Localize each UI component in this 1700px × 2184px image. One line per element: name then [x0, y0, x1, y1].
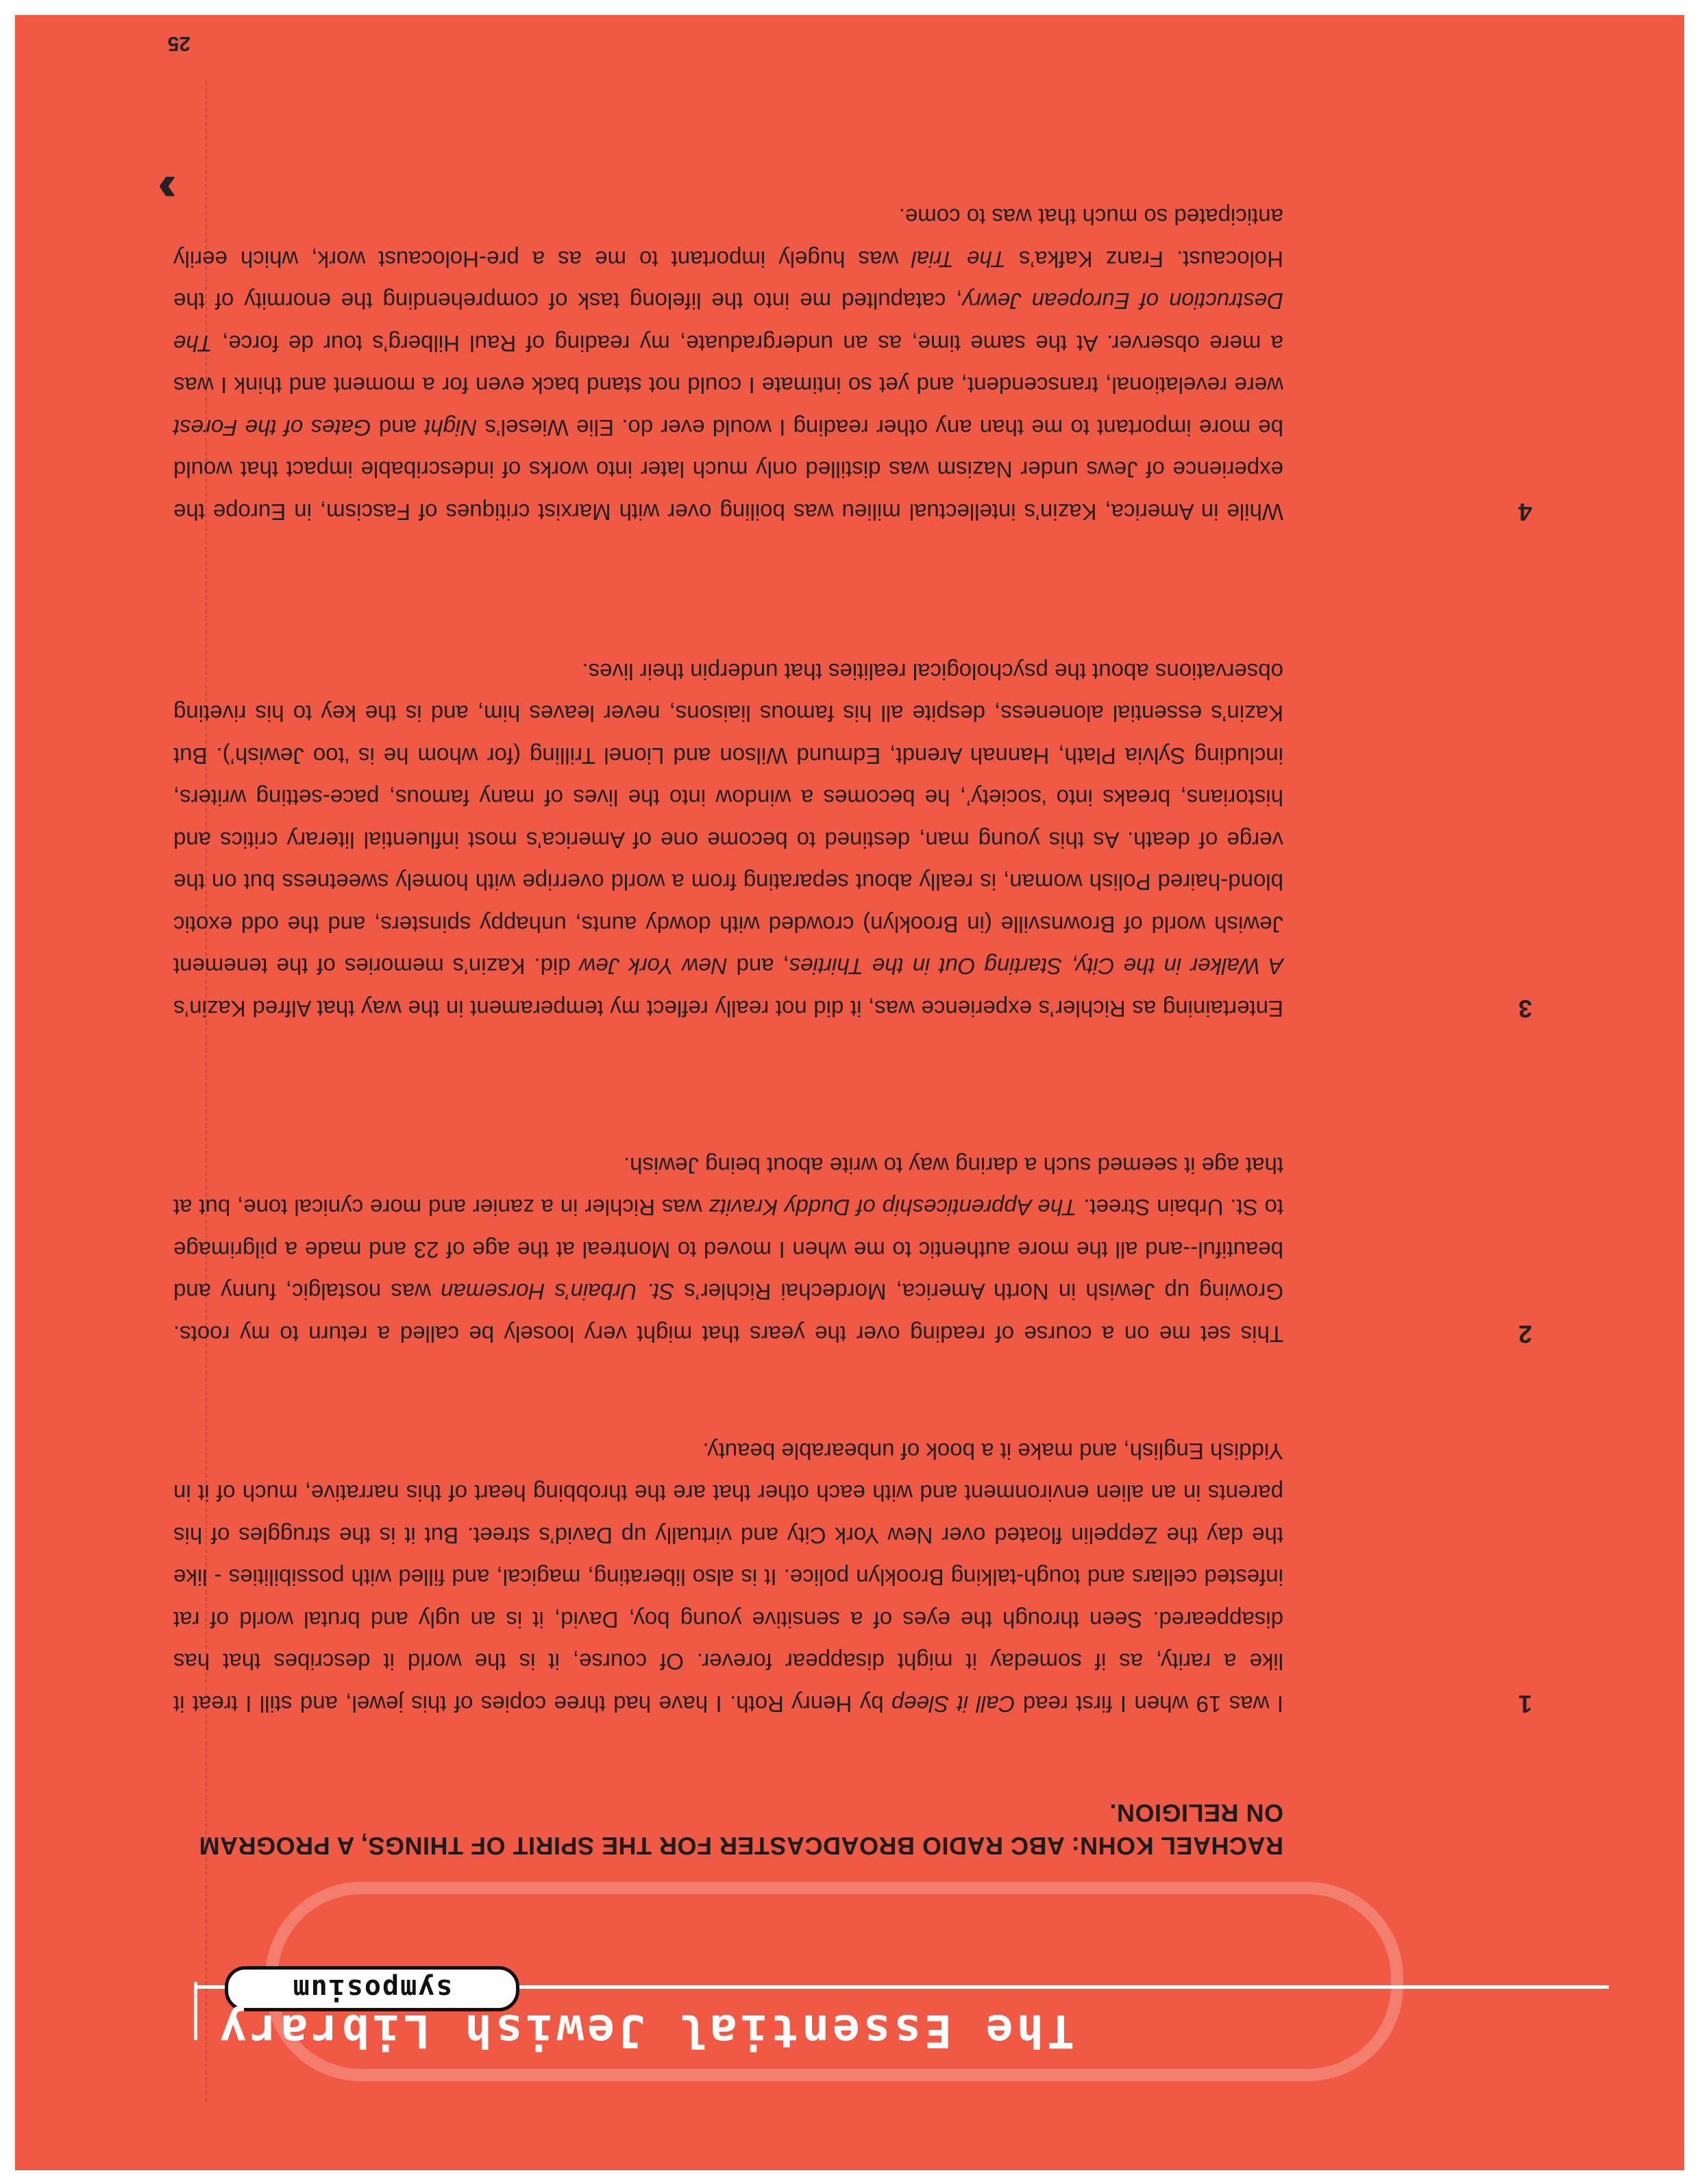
section-text-3: Entertaining as Richler’s experience was, it did not really reflect my temperament in the way that Alfred Kazin’s A Walker in the City, Starting Out in the Thirties, and New York Jew did. Kazin’s memories of the tenement Jewish world of Brownsville (in Brooklyn) crowded with dowdy aunts, unhappy spinsters, and the odd exotic blond-haired Polish woman, is really about separating from a world overripe with homely sweetness but on the verge of death. As this young man, destined to become one of America’s most influential literary critics and historians, breaks into ‘society’, he becomes a window into the lives of many famous, pace-setting writers, including Sylvia Plath, Hannah Arendt, Edmund Wilson and Lionel Trilling (for whom he is ‘too Jewish’). But Kazin’s essential aloneness, despite all his famous liaisons, never leaves him, and is the key to his riveting observations about the psychological realities that underpin their lives. — [173, 659, 1283, 1021]
page-title: The Essential Jewish Library — [216, 2005, 1074, 2057]
section-number-3: 3 — [1518, 995, 1532, 1023]
section-text-4: While in America, Kazin’s intellectual milieu was boiling over with Marxist critiques of Fascism, in Europe the experience of Jews under Nazism was distilled only much later into works of indescribable impact that would be more important to me than any other reading I would ever do. Elie Wiesel’s Night and Gates of the Forest were revelational, transcendent, and yet so intimate I could not stand back even for a moment and think I was a mere observer. At the same time, as an undergraduate, my reading of Raul Hilberg’s tour de force, The Destruction of European Jewry, catapulted me into the lifelong task of comprehending the enormity of the Holocaust. Franz Kafka’s The Trial was hugely important to me as a pre-Holocaust work, which eerily anticipated so much that was to come. — [173, 204, 1283, 525]
page-number: 25 — [167, 32, 190, 55]
page — [15, 15, 1684, 2170]
section-number-2: 2 — [1518, 1320, 1532, 1348]
symposium-badge: symposium — [225, 1966, 519, 2011]
article-author-line: RACHAEL KOHN: ABC RADIO BROADCASTER FOR THE SPIRIT OF THINGS, A PROGRAM ON RELIGION. — [199, 1799, 1283, 1860]
page-content-upside-down — [15, 15, 1684, 2170]
section-text-2: This set me on a course of reading over the years that might very loosely be called a return to my roots. Growing up Jewish in North America, Mordechai Richler’s St. Urbain’s Horseman was nostalgic, funny and beautiful--and all the more authentic to me when I moved to Montreal at the age of 23 and made a pilgrimage to St. Urbain Street. The Apprenticeship of Duddy Kravitz was Richler in a zanier and more cynical tone, but at that age it seemed such a daring way to write about being Jewish. — [173, 1153, 1283, 1347]
section-number-1: 1 — [1518, 1690, 1532, 1718]
double-chevron-right-icon: ›› — [171, 162, 177, 217]
section-text-1: I was 19 when I first read Call it Sleep by Henry Roth. I have had three copies of this jewel, and still I treat it like a rarity, as if someday it might disappear forever. Of course, it is the world it describes that has disappeared. Seen through the eyes of a sensitive young boy, David, it is an ugly and brutal world of rat infested cellars and tough-talking Brooklyn police. It is also liberating, magical, and filled with possibilities - like the day the Zeppelin floated over New York City and virtually up David’s street. But it is the struggles of his parents in an alien environment and with each other that are the throbbing heart of this narrative, much of it in Yiddish English, and make it a book of unbearable beauty. — [173, 1439, 1283, 1717]
header-vertical-rule — [194, 1982, 197, 2040]
section-number-4: 4 — [1518, 498, 1532, 526]
